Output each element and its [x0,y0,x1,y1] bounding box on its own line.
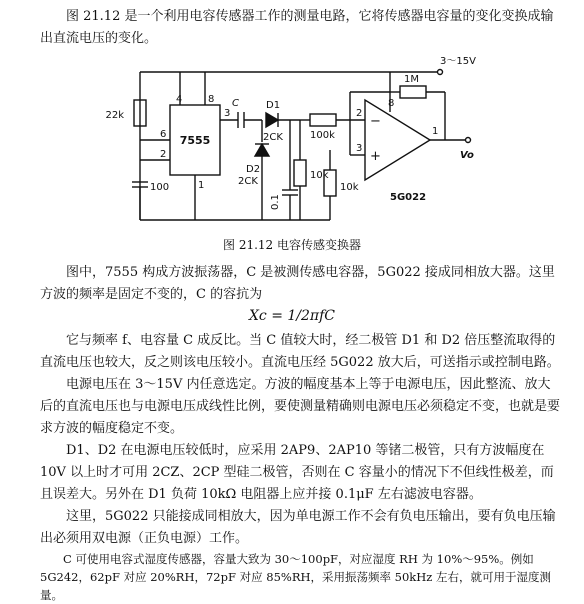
paragraph-3: 电源电压在 3～15V 内任意选定。方波的幅度基本上等于电源电压，因此整流、放大后的直流电压也与电源电压成线性比例，要使测量精确则电源电压必须稳定不变，也就是要求方波的幅度稳定不变。 [40,377,561,436]
opamp-plus: + [370,149,381,164]
paragraph-4: D1、D2 在电源电压较低时，应采用 2AP9、2AP10 等锗二极管，只有方波幅度在 10V 以上时才可用 2CZ、2CP 型硅二极管，否则在 C 容量小的情况下不但线性极差，而且误差大。另外在 D1 负荷 10kΩ 电阻器上应并接 0.1μF 左右滤波电容器。 [40,443,554,502]
opamp-pin-3: 3 [356,143,363,154]
pin-2: 2 [160,149,167,160]
paragraph-6: C 可使用电容式湿度传感器，容量大致为 30～100pF，对应湿度 RH 为 10%～95%。例如 5G242，62pF 对应 20%RH，72pF 对应 85%RH，采用振荡频率 50kHz 左右，就可用于湿度测量。 [40,552,552,602]
output-terminal [466,138,471,143]
resistor-1m [400,86,426,98]
diode-d1 [266,113,278,127]
formula: Xc = 1/2πfC [248,308,336,324]
diode-d1-label: D1 [266,100,281,111]
resistor-10k-load [294,160,306,186]
opamp-label: 5G022 [390,192,427,203]
diode-d2 [255,144,269,156]
figure-caption: 图 21.12 电容传感变换器 [223,238,361,252]
paragraph-2: 它与频率 f、电容量 C 成反比。当 C 值较大时，经二极管 D1 和 D2 倍压整流取得的直流电压也较大，反之则该电压较小。直流电压经 5G022 放大后，可送指示或控制电路。 [40,333,560,370]
opamp-pin-8: 8 [388,98,395,109]
resistor-10k-bias-label: 10k [340,182,359,193]
pin-1: 1 [198,180,205,191]
resistor-10k-load-label: 10k [310,170,329,181]
paragraph-1: 图中，7555 构成方波振荡器，C 是被测传感电容器，5G022 接成同相放大器。这里方波的频率是固定不变的，C 的容抗为 [40,265,555,302]
resistor-1m-label: 1M [404,74,419,85]
resistor-100k-label: 100k [310,130,335,141]
paragraph-5: 这里，5G022 只能接成同相放大，因为单电源工作不会有负电压输出，要有负电压输出必须用双电源（正负电源）工作。 [40,509,556,546]
opamp-minus: − [370,114,381,129]
pin-6: 6 [160,129,167,140]
pin-3: 3 [224,108,231,119]
supply-label: 3～15V [440,56,476,67]
diode-d2-type: 2CK [238,176,258,187]
opamp-5g022 [365,100,430,180]
output-label: Vo [460,150,474,161]
circuit-diagram [0,50,584,230]
resistor-22k-label: 22k [105,110,124,121]
sensor-cap-label: C [232,98,239,109]
pin-8: 8 [208,94,215,105]
opamp-pin-1: 1 [432,126,439,137]
cap-100-label: 100 [150,182,170,193]
cap-01-label: 0.1 [270,194,281,210]
opamp-pin-2: 2 [356,108,363,119]
diode-d1-type: 2CK [263,132,283,143]
pin-4: 4 [176,94,183,105]
diode-d2-label: D2 [246,164,261,175]
ic-7555-label: 7555 [179,134,211,147]
supply-terminal [438,70,443,75]
intro-paragraph: 图 21.12 是一个利用电容传感器工作的测量电路，它将传感器电容量的变化变换成输出直流电压的变化。 [40,9,554,46]
resistor-100k [310,114,336,126]
